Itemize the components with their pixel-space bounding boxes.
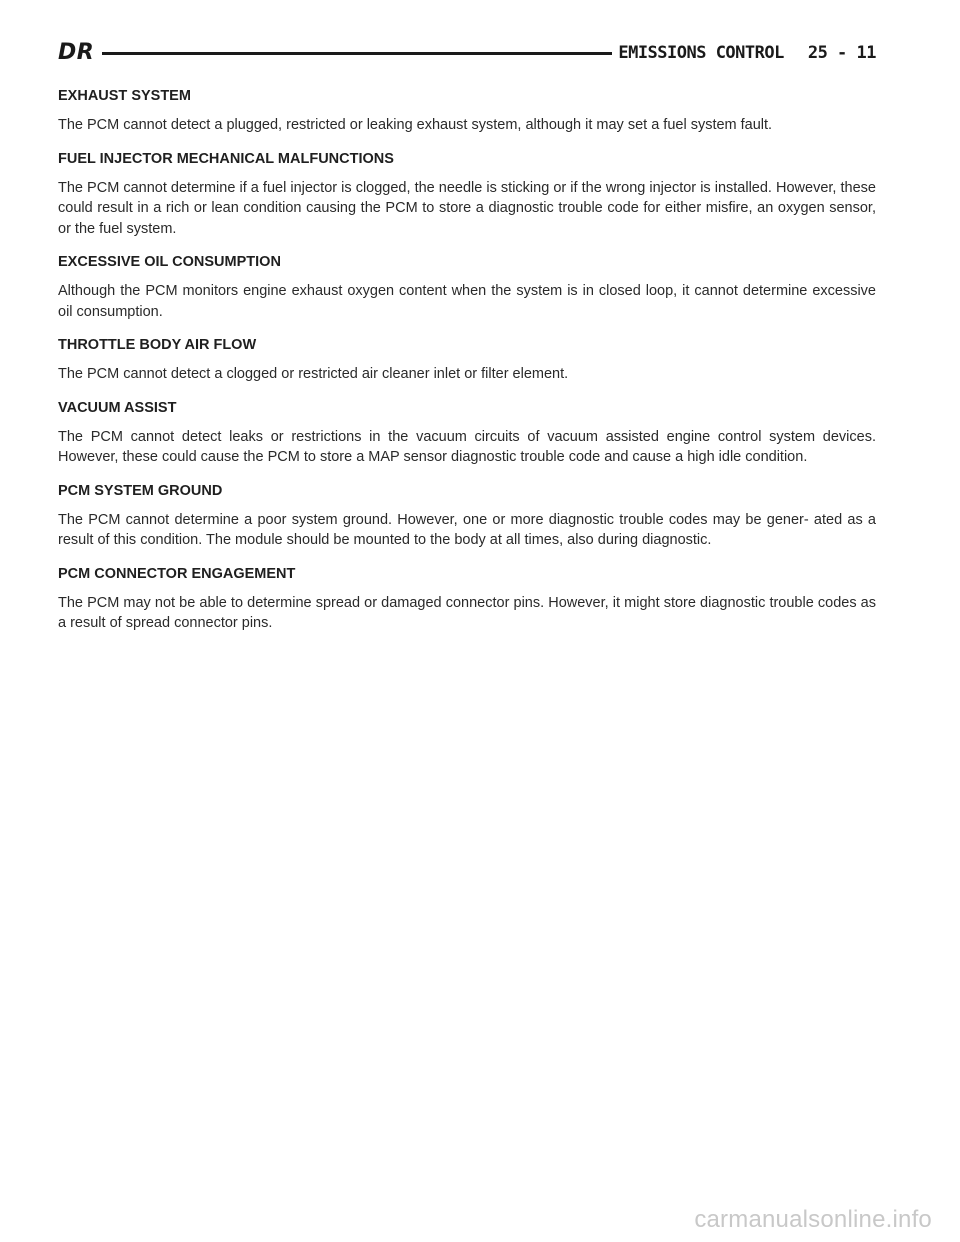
page-number: 25 - 11	[807, 43, 876, 63]
section-paragraph: The PCM cannot detect a clogged or restricted air cleaner inlet or filter element.	[58, 366, 569, 382]
section-paragraph: The PCM cannot determine a poor system ground. However, one or more diagnostic trouble codes may be gener- ated as a result of this condition. The module should be mounted to the body at all times, also during diagnostic.	[58, 511, 876, 548]
section-heading: VACUUM ASSIST	[58, 399, 177, 416]
document-body	[58, 86, 876, 647]
section-heading: THROTTLE BODY AIR FLOW	[58, 337, 257, 353]
section-paragraph: The PCM cannot detect leaks or restrictions in the vacuum circuits of vacuum assisted engine control system devices. However, these could cause the PCM to store a MAP sensor diagnostic trouble code and cause a high idle condition.	[58, 428, 876, 465]
section-heading: EXCESSIVE OIL CONSUMPTION	[58, 254, 281, 270]
header-rule	[102, 52, 612, 55]
model-code: DR	[58, 40, 95, 65]
section-heading: PCM CONNECTOR ENGAGEMENT	[58, 565, 296, 582]
section-heading: FUEL INJECTOR MECHANICAL MALFUNCTIONS	[58, 150, 394, 167]
section-paragraph: The PCM cannot detect a plugged, restricted or leaking exhaust system, although it may set a fuel system fault.	[58, 117, 773, 133]
section-paragraph: The PCM may not be able to determine spread or damaged connector pins. However, it might store diagnostic trouble codes as a result of spread connector pins.	[58, 594, 876, 631]
section-heading: EXHAUST SYSTEM	[58, 88, 191, 104]
page-header	[58, 38, 876, 68]
section-paragraph: Although the PCM monitors engine exhaust oxygen content when the system is in closed loop, it cannot determine excessive oil consumption.	[58, 283, 876, 320]
section-paragraph: The PCM cannot determine if a fuel injector is clogged, the needle is sticking or if the wrong injector is installed. However, these could result in a rich or lean condition causing the PCM to store a diagnostic trouble code for either misfire, an oxygen sensor, or the fuel system.	[58, 179, 876, 237]
watermark: carmanualsonline.info	[694, 1206, 932, 1233]
section-heading: PCM SYSTEM GROUND	[58, 482, 223, 499]
section-title: EMISSIONS CONTROL	[618, 43, 784, 63]
